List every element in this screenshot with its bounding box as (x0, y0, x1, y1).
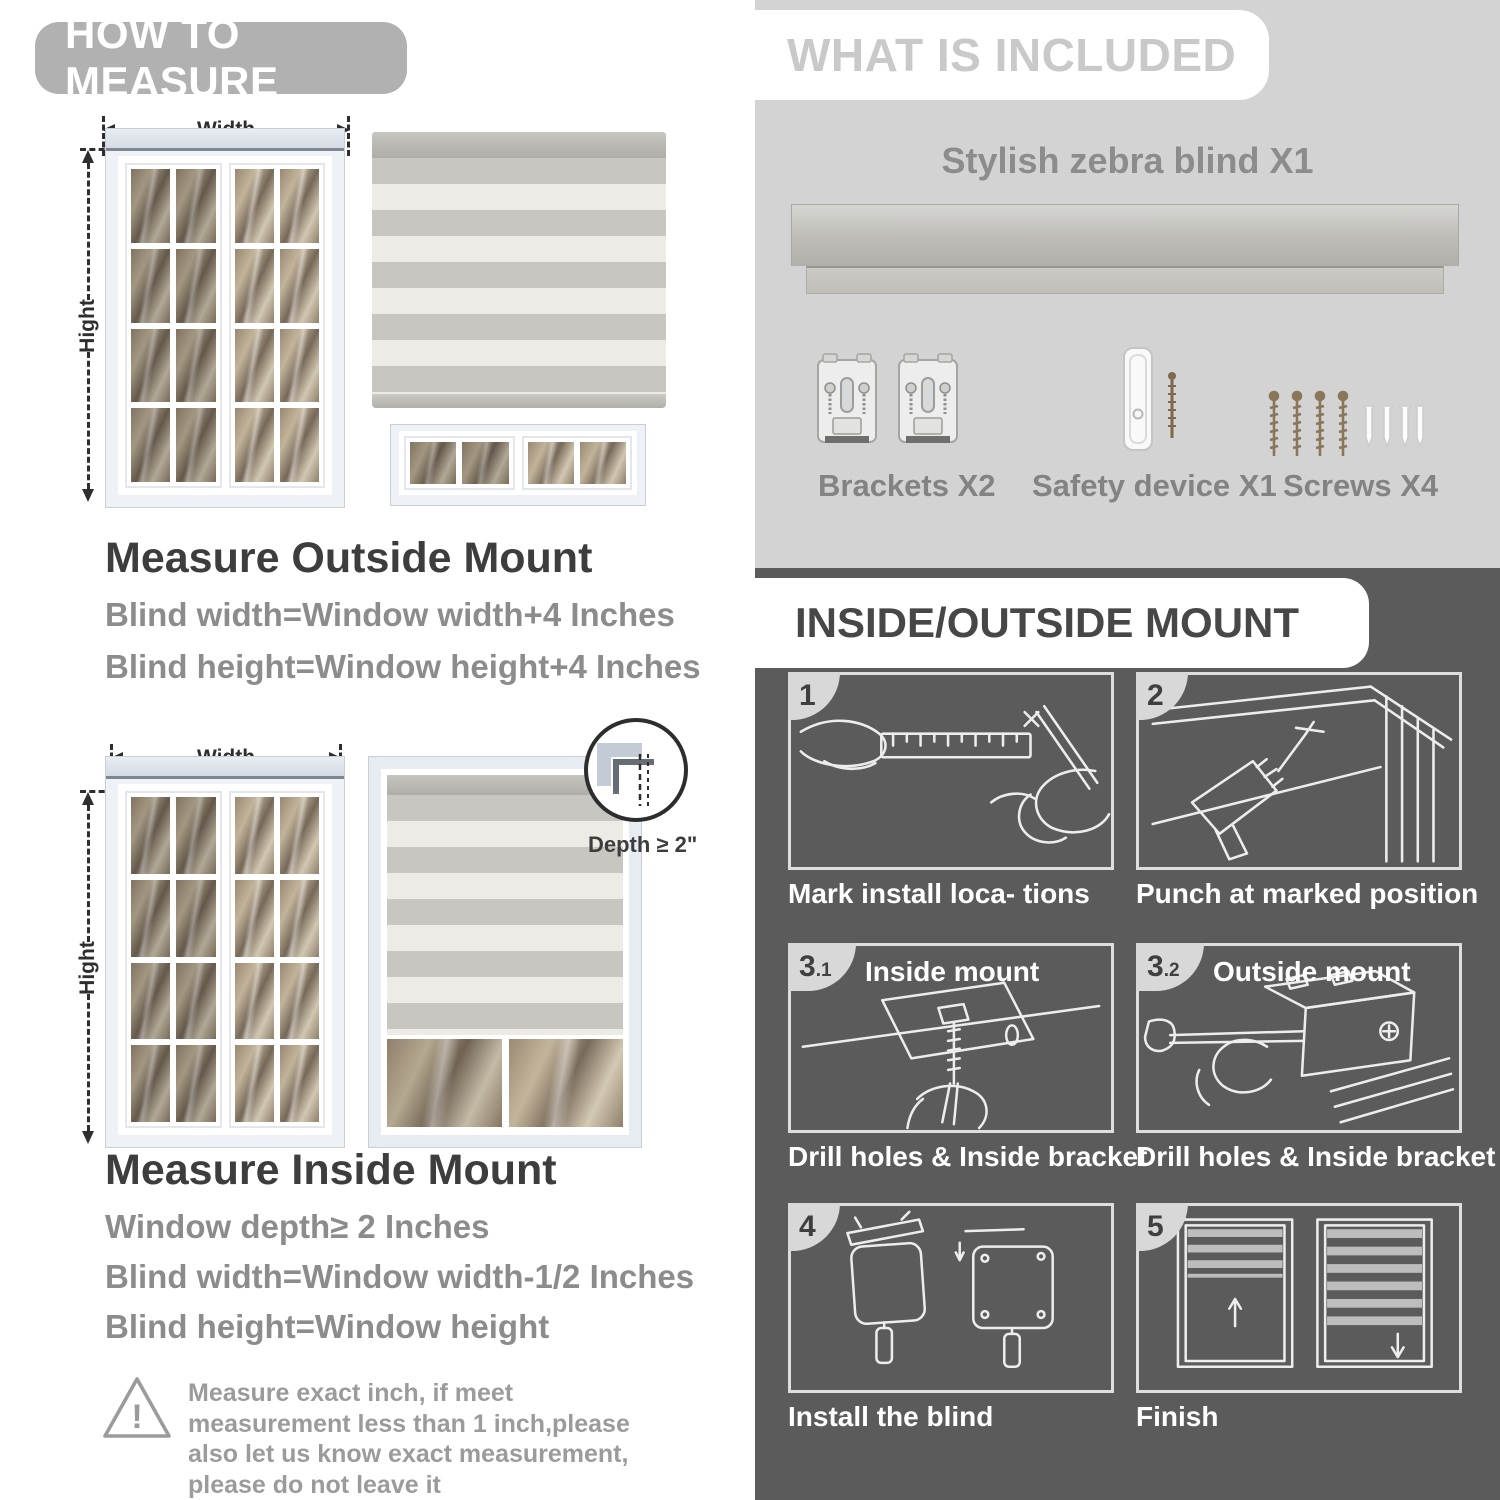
inside-height-dimension (70, 792, 106, 1144)
step-1-badge: 1 (788, 672, 840, 720)
bracket-icon (896, 352, 960, 457)
inside-mount-line2: Blind width=Window width-1/2 Inches (105, 1258, 695, 1295)
step1-illustration (791, 675, 1111, 867)
step4-illustration (791, 1206, 1111, 1390)
step-4-panel (788, 1203, 1114, 1393)
width-tick-right (347, 116, 350, 156)
step-3-1-badge: 3 .1 (788, 943, 856, 991)
step-5-caption: Finish (1136, 1401, 1219, 1432)
safety-device-icon (1098, 346, 1188, 461)
blind-stripes (372, 158, 666, 394)
step-3-2-title: Outside mount (1213, 956, 1411, 987)
safety-device-label: Safety device X1 (1032, 468, 1277, 503)
blind-bottom-rail (372, 394, 666, 408)
zebra-blind-outside-illustration (372, 132, 666, 408)
window-sash-right (229, 163, 326, 488)
step-4-badge: 4 (788, 1203, 840, 1251)
inside-mount-line1: Window depth≥ 2 Inches (105, 1208, 490, 1245)
outside-mount-title: Measure Outside Mount (105, 534, 593, 582)
blind-headrail-lower-tier (806, 266, 1444, 294)
arrowhead-down-icon (82, 1131, 94, 1144)
step-5-panel (1136, 1203, 1462, 1393)
outside-height-dimension (70, 150, 106, 502)
step-2-panel (1136, 672, 1462, 870)
window-sash-left (125, 163, 222, 488)
inside-blind-stripes (387, 795, 623, 1035)
svg-text:!: ! (131, 1398, 143, 1436)
step-1-caption: Mark install loca- tions (788, 878, 1090, 909)
zebra-blind-count-label: Stylish zebra blind X1 (941, 140, 1314, 181)
step-3-1-title: Inside mount (865, 956, 1040, 987)
exclamation-triangle-icon (100, 1374, 174, 1446)
measurement-warning-text: Measure exact inch, if meet measurement less than 1 inch,please also let us know exact measurement, please do not leave it (188, 1379, 630, 1499)
outside-mount-line2: Blind height=Window height+4 Inches (105, 648, 701, 685)
blind-headrail-illustration (791, 204, 1459, 266)
step-2-badge: 2 (1136, 672, 1188, 720)
step-3-2-panel (1136, 943, 1462, 1133)
inside-mount-line3: Blind height=Window height (105, 1308, 550, 1345)
step-3-1-caption: Drill holes & Inside bracket (788, 1141, 1148, 1172)
window-illustration-outside (105, 128, 345, 508)
step2-illustration (1139, 675, 1459, 867)
step-1-panel (788, 672, 1114, 870)
what-is-included-header (755, 10, 1269, 100)
window-bottom-behind-blind (390, 424, 646, 506)
what-is-included-title: WHAT IS INCLUDED (787, 29, 1237, 81)
brackets-label: Brackets X2 (818, 468, 996, 503)
screws-and-anchors-icon (1264, 390, 1424, 467)
window-illustration-inside (105, 756, 345, 1148)
step-2-caption: Punch at marked position (1136, 878, 1479, 909)
inside-mount-title: Measure Inside Mount (105, 1146, 557, 1194)
inside-outside-mount-title: INSIDE/OUTSIDE MOUNT (795, 599, 1300, 646)
arrowhead-down-icon (82, 489, 94, 502)
outside-mount-line1: Blind width=Window width+4 Inches (105, 596, 675, 633)
inside-outside-mount-header (755, 578, 1369, 668)
how-to-measure-header (35, 10, 407, 105)
step-3-2-caption: Drill holes & Inside bracket (1136, 1141, 1496, 1172)
step-3-2-badge: 3 .2 (1136, 943, 1204, 991)
screws-label: Screws X4 (1283, 468, 1439, 503)
window-lintel (106, 129, 344, 151)
depth-note-label: Depth ≥ 2" (588, 832, 698, 857)
inside-height-label: Hight (76, 941, 99, 995)
outside-height-label: Hight (76, 299, 99, 353)
arrowhead-up-icon (82, 150, 94, 163)
blind-cassette (372, 132, 666, 158)
step-3-1-panel (788, 943, 1114, 1133)
step-4-caption: Install the blind (788, 1401, 994, 1432)
how-to-measure-title: HOW TO MEASURE (65, 10, 279, 105)
depth-detail-circle (582, 716, 690, 824)
step5-illustration (1139, 1206, 1459, 1390)
arrowhead-up-icon (82, 792, 94, 805)
step-5-badge: 5 (1136, 1203, 1188, 1251)
bracket-icon (815, 352, 879, 457)
